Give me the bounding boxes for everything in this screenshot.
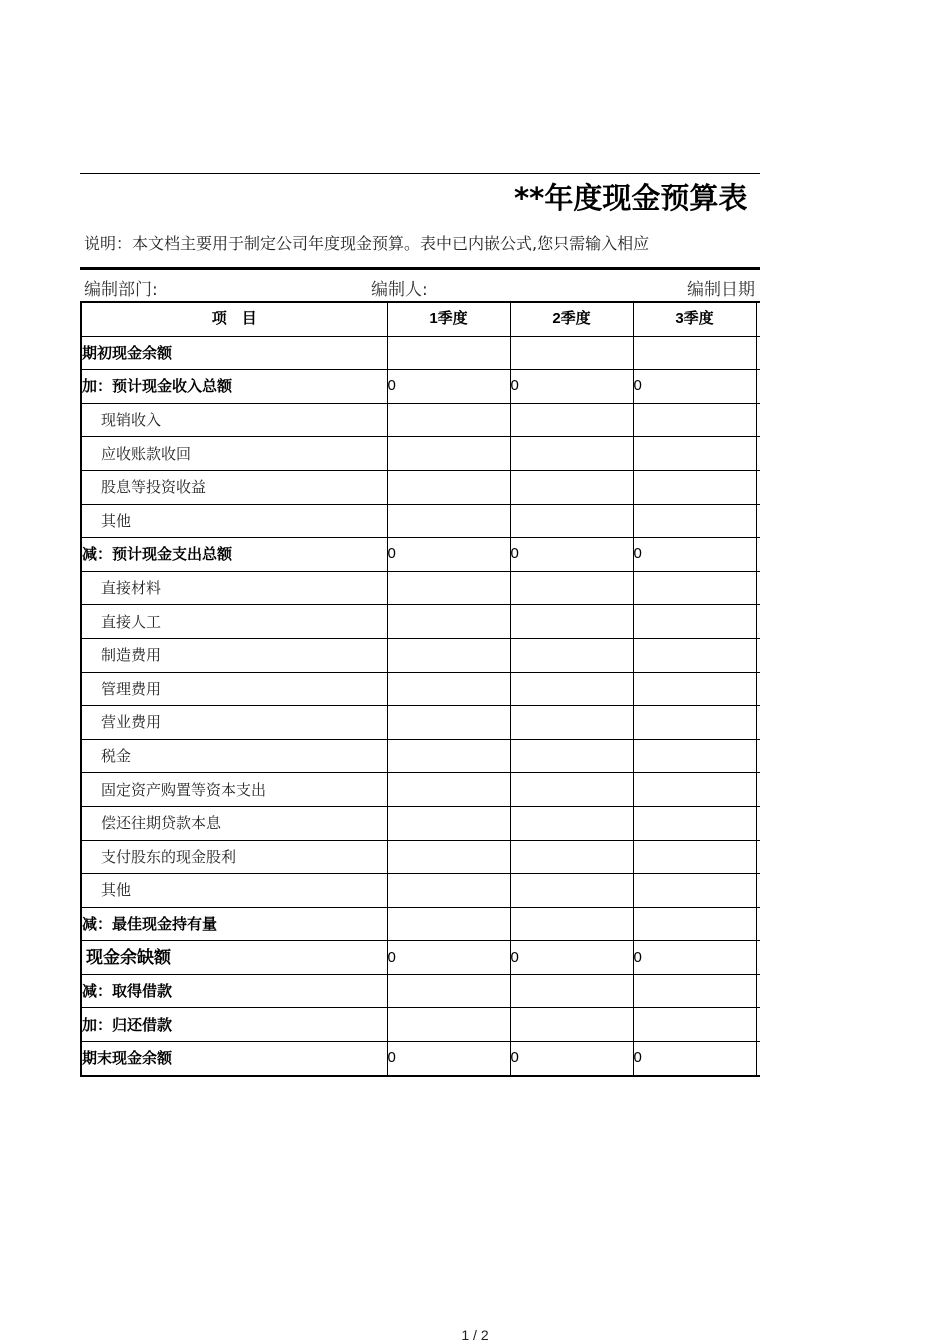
table-row (81, 672, 760, 706)
top-divider (80, 173, 760, 174)
cell-q3[interactable] (633, 874, 756, 908)
department-label: 编制部门: (84, 280, 158, 300)
date-label: 编制日期 (687, 280, 755, 300)
row-label: 加：归还借款 (81, 1008, 387, 1042)
table-row (81, 370, 760, 404)
cell-q1[interactable]: 0 (387, 941, 510, 975)
row-label: 直接人工 (81, 605, 387, 639)
row-label: 加：预计现金收入总额 (81, 370, 387, 404)
row-label: 其他 (81, 874, 387, 908)
cell-q2[interactable] (510, 974, 633, 1008)
table-row (81, 538, 760, 572)
table-row (81, 1042, 760, 1076)
cell-q1[interactable] (387, 739, 510, 773)
cell-q3[interactable]: 0 (633, 1042, 756, 1076)
cell-q4[interactable] (756, 874, 760, 908)
cell-q3[interactable]: 0 (633, 370, 756, 404)
cell-q3[interactable] (633, 571, 756, 605)
cell-q3[interactable] (633, 974, 756, 1008)
header-q1: 1季度 (387, 302, 510, 336)
cell-q2[interactable]: 0 (510, 1042, 633, 1076)
cell-q4[interactable] (756, 706, 760, 740)
cell-q4[interactable] (756, 571, 760, 605)
row-label: 其他 (81, 504, 387, 538)
cell-q1[interactable] (387, 672, 510, 706)
table-row (81, 773, 760, 807)
cell-q4[interactable] (756, 1008, 760, 1042)
table-row (81, 874, 760, 908)
cell-q2[interactable]: 0 (510, 370, 633, 404)
table-row (81, 403, 760, 437)
cell-q1[interactable] (387, 974, 510, 1008)
author-label: 编制人: (371, 280, 428, 300)
cell-q3[interactable] (633, 504, 756, 538)
cell-q1[interactable] (387, 403, 510, 437)
row-label: 直接材料 (81, 571, 387, 605)
table-row (81, 437, 760, 471)
row-label: 现销收入 (81, 403, 387, 437)
cell-q1[interactable] (387, 806, 510, 840)
table-row (81, 504, 760, 538)
cell-q3[interactable] (633, 437, 756, 471)
table-row (81, 470, 760, 504)
cell-q3[interactable] (633, 1008, 756, 1042)
cell-q1[interactable]: 0 (387, 538, 510, 572)
header-q3: 3季度 (633, 302, 756, 336)
cell-q1[interactable] (387, 336, 510, 370)
cell-q2[interactable] (510, 437, 633, 471)
cell-q1[interactable] (387, 706, 510, 740)
cell-q4[interactable] (756, 470, 760, 504)
cell-q4[interactable] (756, 336, 760, 370)
cell-q3[interactable] (633, 840, 756, 874)
cell-q2[interactable] (510, 874, 633, 908)
cell-q2[interactable]: 0 (510, 941, 633, 975)
cell-q1[interactable] (387, 840, 510, 874)
cell-q2[interactable] (510, 638, 633, 672)
spreadsheet-page (80, 0, 760, 1100)
cell-q3[interactable]: 0 (633, 941, 756, 975)
cell-q4[interactable] (756, 403, 760, 437)
header-q2: 2季度 (510, 302, 633, 336)
cell-q4[interactable] (756, 672, 760, 706)
table-row (81, 840, 760, 874)
row-label: 税金 (81, 739, 387, 773)
cell-q3[interactable] (633, 470, 756, 504)
table-row (81, 638, 760, 672)
cell-q4[interactable] (756, 538, 760, 572)
cell-q2[interactable] (510, 840, 633, 874)
cell-q4[interactable] (756, 605, 760, 639)
row-label: 偿还往期贷款本息 (81, 806, 387, 840)
cell-q3[interactable] (633, 672, 756, 706)
cell-q4[interactable] (756, 907, 760, 941)
table-row (81, 336, 760, 370)
cell-q2[interactable] (510, 1008, 633, 1042)
cell-q2[interactable] (510, 571, 633, 605)
cell-q1[interactable] (387, 470, 510, 504)
cell-q3[interactable] (633, 605, 756, 639)
cell-q1[interactable] (387, 605, 510, 639)
cell-q2[interactable] (510, 773, 633, 807)
table-row (81, 941, 760, 975)
cell-q4[interactable] (756, 806, 760, 840)
cell-q2[interactable] (510, 706, 633, 740)
cell-q2[interactable] (510, 336, 633, 370)
header-divider (80, 267, 760, 270)
row-label: 管理费用 (81, 672, 387, 706)
cell-q2[interactable] (510, 739, 633, 773)
row-label: 减：预计现金支出总额 (81, 538, 387, 572)
cell-q3[interactable] (633, 403, 756, 437)
cell-q3[interactable] (633, 806, 756, 840)
cell-q2[interactable] (510, 605, 633, 639)
cell-q4[interactable] (756, 739, 760, 773)
cell-q1[interactable] (387, 437, 510, 471)
cell-q4[interactable] (756, 974, 760, 1008)
cell-q2[interactable] (510, 806, 633, 840)
cash-budget-table (80, 301, 760, 1077)
table-row (81, 739, 760, 773)
cell-q3[interactable] (633, 336, 756, 370)
cell-q1[interactable] (387, 638, 510, 672)
document-title: **年度现金预算表 (514, 181, 748, 215)
cell-q2[interactable] (510, 403, 633, 437)
table-row (81, 571, 760, 605)
cell-q1[interactable] (387, 773, 510, 807)
cell-q4[interactable] (756, 773, 760, 807)
cell-q1[interactable] (387, 504, 510, 538)
cell-q2[interactable] (510, 470, 633, 504)
table-row (81, 1008, 760, 1042)
table-row (81, 706, 760, 740)
table-row (81, 605, 760, 639)
cell-q3[interactable] (633, 638, 756, 672)
cell-q1[interactable] (387, 907, 510, 941)
row-label: 减：取得借款 (81, 974, 387, 1008)
row-label: 股息等投资收益 (81, 470, 387, 504)
row-label: 营业费用 (81, 706, 387, 740)
description-note: 说明：本文档主要用于制定公司年度现金预算。表中已内嵌公式,您只需输入相应 (84, 234, 650, 253)
table-row (81, 806, 760, 840)
cell-q4[interactable] (756, 370, 760, 404)
row-label: 期初现金余额 (81, 336, 387, 370)
cell-q3[interactable] (633, 739, 756, 773)
cell-q2[interactable] (510, 504, 633, 538)
cell-q4[interactable] (756, 941, 760, 975)
row-label: 现金余缺额 (81, 941, 387, 975)
cell-q4[interactable] (756, 504, 760, 538)
cell-q1[interactable] (387, 571, 510, 605)
row-label: 支付股东的现金股利 (81, 840, 387, 874)
cell-q3[interactable]: 0 (633, 538, 756, 572)
cell-q4[interactable] (756, 638, 760, 672)
cell-q2[interactable] (510, 907, 633, 941)
cell-q2[interactable]: 0 (510, 538, 633, 572)
table-row (81, 974, 760, 1008)
cell-q4[interactable] (756, 437, 760, 471)
cell-q3[interactable] (633, 706, 756, 740)
header-q4 (756, 302, 760, 336)
row-label: 制造费用 (81, 638, 387, 672)
row-label: 固定资产购置等资本支出 (81, 773, 387, 807)
cell-q3[interactable] (633, 907, 756, 941)
cell-q2[interactable] (510, 672, 633, 706)
row-label: 减：最佳现金持有量 (81, 907, 387, 941)
table-row (81, 907, 760, 941)
cell-q4[interactable] (756, 840, 760, 874)
page-number: 1 / 2 (461, 1327, 489, 1343)
table-header-row (81, 302, 760, 336)
header-item: 项 目 (81, 302, 387, 336)
cell-q1[interactable] (387, 1008, 510, 1042)
cell-q3[interactable] (633, 773, 756, 807)
cell-q1[interactable]: 0 (387, 1042, 510, 1076)
cell-q4[interactable] (756, 1042, 760, 1076)
cell-q1[interactable]: 0 (387, 370, 510, 404)
cell-q1[interactable] (387, 874, 510, 908)
row-label: 应收账款收回 (81, 437, 387, 471)
row-label: 期末现金余额 (81, 1042, 387, 1076)
